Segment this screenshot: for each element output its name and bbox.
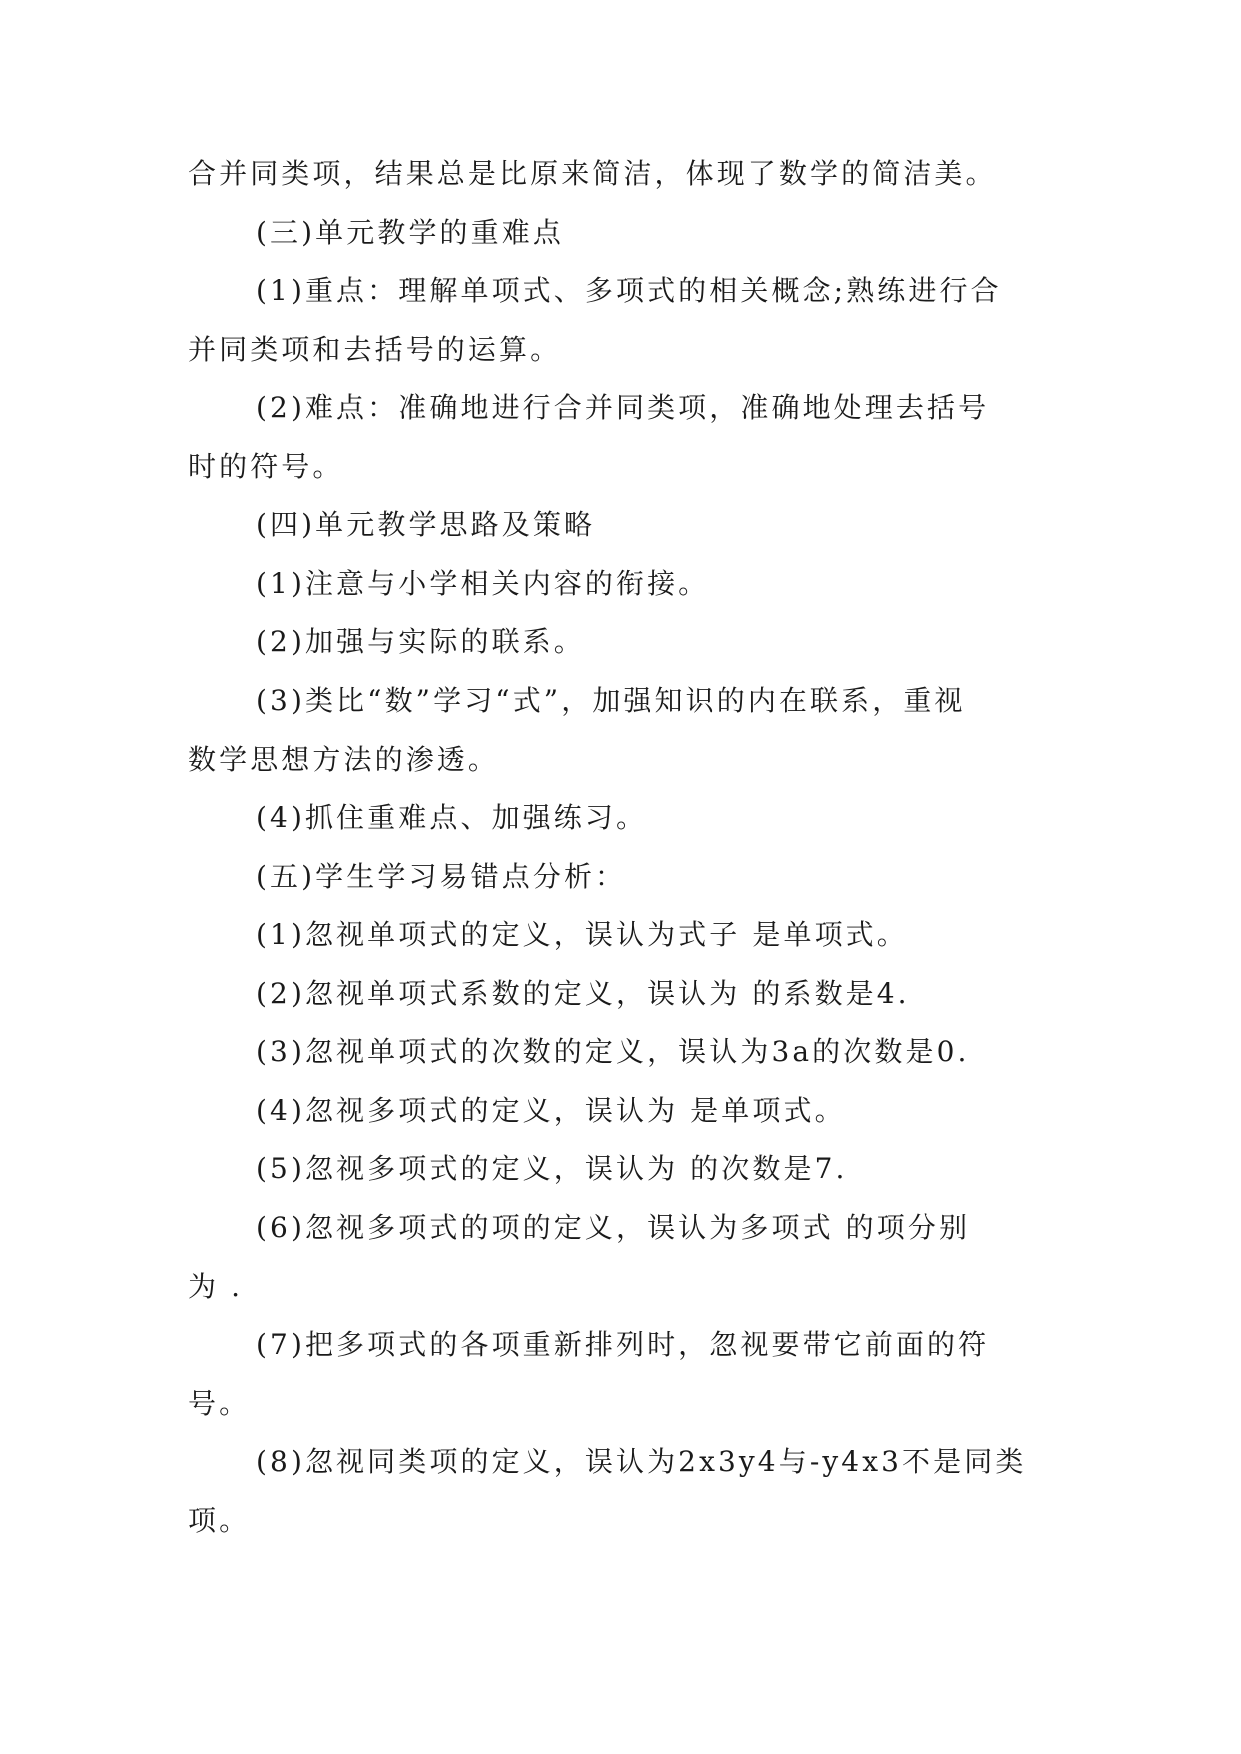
list-item-strategy-4: (4)抓住重难点、加强练习。: [256, 801, 648, 834]
list-item-key-points-continued: 并同类项和去括号的运算。: [188, 333, 562, 366]
list-item-error-6-continued: 为 .: [188, 1270, 244, 1303]
list-item-error-8-continued: 项。: [188, 1504, 251, 1537]
list-item-error-4: (4)忽视多项式的定义，误认为 是单项式。: [256, 1094, 846, 1127]
paragraph-line-closing-sentence: 合并同类项，结果总是比原来简洁，体现了数学的简洁美。: [188, 157, 997, 190]
list-item-error-1: (1)忽视单项式的定义，误认为式子 是单项式。: [256, 918, 908, 951]
list-item-error-5: (5)忽视多项式的定义，误认为 的次数是7.: [256, 1152, 848, 1185]
section-heading-teaching-strategy: (四)单元教学思路及策略: [256, 508, 596, 541]
list-item-strategy-3-continued: 数学思想方法的渗透。: [188, 743, 500, 776]
list-item-strategy-3: (3)类比“数”学习“式”，加强知识的内在联系，重视: [256, 684, 966, 717]
list-item-strategy-1: (1)注意与小学相关内容的衔接。: [256, 567, 710, 600]
list-item-error-8: (8)忽视同类项的定义，误认为2x3y4与-y4x3不是同类: [256, 1445, 1027, 1478]
list-item-difficulties-continued: 时的符号。: [188, 450, 344, 483]
list-item-error-3: (3)忽视单项式的次数的定义，误认为3a的次数是0.: [256, 1035, 970, 1068]
list-item-error-7: (7)把多项式的各项重新排列时，忽视要带它前面的符: [256, 1328, 990, 1361]
list-item-error-6: (6)忽视多项式的项的定义，误认为多项式 的项分别: [256, 1211, 971, 1244]
list-item-difficulties: (2)难点：准确地进行合并同类项，准确地处理去括号: [256, 391, 990, 424]
list-item-error-2: (2)忽视单项式系数的定义，误认为 的系数是4.: [256, 977, 910, 1010]
section-heading-common-errors: (五)学生学习易错点分析：: [256, 860, 627, 893]
list-item-error-7-continued: 号。: [188, 1387, 251, 1420]
section-heading-key-difficulties: (三)单元教学的重难点: [256, 216, 564, 249]
list-item-key-points: (1)重点：理解单项式、多项式的相关概念;熟练进行合: [256, 274, 1002, 307]
list-item-strategy-2: (2)加强与实际的联系。: [256, 625, 585, 658]
